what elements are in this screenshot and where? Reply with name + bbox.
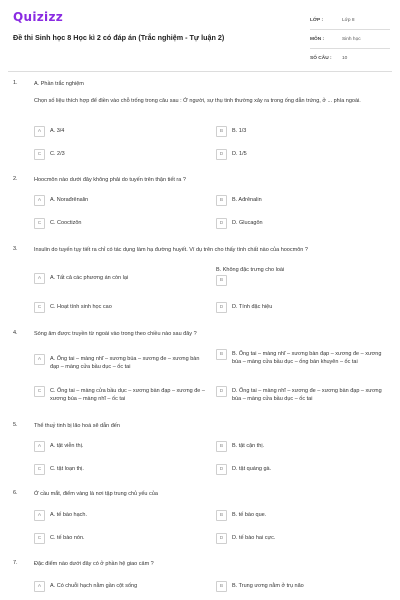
option-d[interactable] [216, 219, 390, 229]
option-letter: B [216, 195, 227, 206]
option-text: A. Norađrênalin [50, 197, 89, 203]
option-a[interactable] [34, 442, 204, 452]
option-letter: D [216, 464, 227, 475]
option-letter: D [216, 533, 227, 544]
option-letter: C [34, 533, 45, 544]
question-2 [13, 176, 390, 236]
option-text: D. Tính đặc hiệu [232, 304, 273, 310]
option-letter: A [34, 441, 45, 452]
meta-row-class [310, 11, 390, 30]
option-text: B. tật cận thị. [232, 443, 265, 449]
option-text: A. 3/4 [50, 128, 65, 134]
question-text: Insulin do tuyến tụy tiết ra chỉ có tác dụng làm hạ đường huyết. Ví dụ trên cho thấy tính chất nào của hoocmôn ? [34, 247, 308, 253]
option-c[interactable] [34, 465, 204, 475]
quizizz-logo: Quizizz [13, 10, 64, 24]
option-a[interactable] [34, 582, 204, 592]
question-text: A. Phần trắc nghiệm [34, 81, 84, 87]
option-text: C. Ống tai – màng cửa bầu dục – xương bàn đạp – xương đe – xương búa – màng nhĩ – ốc tai [50, 388, 205, 402]
question-text: Đặc điểm nào dưới đây có ở phần hệ giao cảm ? [34, 561, 154, 567]
option-text: C. tật loạn thị. [50, 466, 84, 472]
option-text: D. tật quáng gà. [232, 466, 272, 472]
option-b[interactable] [216, 127, 390, 137]
option-text: C. tế bào nón. [50, 535, 85, 541]
question-3 [13, 246, 390, 316]
option-c[interactable] [34, 534, 204, 544]
question-number: 3. [13, 246, 18, 252]
option-text: A. Có chuỗi hạch nằm gần cột sống [50, 583, 138, 589]
question-number: 2. [13, 176, 18, 182]
option-d[interactable] [216, 303, 390, 313]
option-c[interactable] [34, 219, 204, 229]
option-letter: D [216, 218, 227, 229]
option-letter: B [216, 510, 227, 521]
option-letter: A [34, 510, 45, 521]
option-letter: C [34, 149, 45, 160]
question-6 [13, 490, 390, 545]
option-d[interactable] [216, 534, 390, 544]
meta-row-count [310, 49, 390, 67]
question-number: 6. [13, 490, 18, 496]
question-text: Thể thuỷ tinh bị lão hoá sẽ dẫn đến [34, 423, 120, 429]
question-4 [13, 330, 390, 410]
question-number: 4. [13, 330, 18, 336]
option-letter: B [216, 581, 227, 592]
option-text: B. Ađrênalin [232, 197, 262, 203]
option-letter: B [216, 349, 227, 360]
option-d[interactable] [216, 150, 390, 160]
question-7 [13, 560, 390, 598]
option-d[interactable] [216, 465, 390, 475]
option-text: C. Cooctizôn [50, 220, 82, 226]
option-b[interactable] [216, 442, 390, 452]
question-5 [13, 422, 390, 477]
question-number: 1. [13, 80, 18, 86]
option-a[interactable] [34, 274, 204, 284]
option-text: A. tế bào hạch. [50, 512, 87, 518]
meta-key: SỐ CÂU : [310, 55, 332, 61]
option-text: D. tế bào hai cực. [232, 535, 276, 541]
option-letter: D [216, 149, 227, 160]
option-text: D. Ống tai – màng nhĩ – xương đe – xương bàn đạp – xương búa – màng cửa bầu dục – ốc tai [232, 388, 382, 402]
option-c[interactable] [34, 387, 206, 403]
option-letter: A [34, 581, 45, 592]
option-letter: D [216, 302, 227, 313]
option-c[interactable] [34, 150, 204, 160]
option-text: A. tật viễn thị. [50, 443, 84, 449]
option-text: B. Ống tai – màng nhĩ – xương bàn đạp – xương đe – xương búa – màng cửa bầu dục – ống bán khuyên – ốc tai [232, 351, 382, 365]
question-number: 7. [13, 560, 18, 566]
header-divider [8, 71, 392, 72]
option-b[interactable] [216, 350, 390, 366]
option-letter: C [34, 464, 45, 475]
meta-table [310, 11, 390, 67]
option-letter: A [34, 354, 45, 365]
option-text: B. 1/3 [232, 128, 247, 134]
option-a[interactable] [34, 355, 206, 371]
meta-key: LỚP : [310, 17, 324, 23]
option-text: C. 2/3 [50, 151, 65, 157]
question-subtext: Chọn số liệu thích hợp để điền vào chỗ trống trong câu sau : Ở người, sự thụ tinh thường xảy ra trong ống dẫn trứng, ở ... phía ngoài. [34, 98, 361, 104]
option-b[interactable] [216, 582, 390, 592]
question-text: Ở cầu mắt, điểm vàng là nơi tập trung chủ yếu của [34, 491, 158, 497]
option-text: D. Glucagôn [232, 220, 263, 226]
meta-value: 10 [342, 55, 348, 61]
question-1 [13, 80, 390, 157]
option-letter: C [34, 218, 45, 229]
option-letter: A [34, 126, 45, 137]
option-d[interactable] [216, 387, 390, 403]
meta-key: MÔN : [310, 36, 325, 42]
option-text: B. Không đặc trưng cho loài [216, 267, 285, 273]
page-title: Đề thi Sinh học 8 Học kì 2 có đáp án (Trắc nghiệm - Tự luận 2) [13, 33, 225, 42]
question-text: Sóng âm được truyền từ ngoài vào trong theo chiều nào sau đây ? [34, 331, 197, 337]
option-a[interactable] [34, 127, 204, 137]
option-text: A. Ống tai – màng nhĩ – xương búa – xương đe – xương bàn đạp – màng cửa bầu dục – ốc tai [50, 356, 200, 370]
option-letter: A [34, 273, 45, 284]
question-text: Hoocmôn nào dưới đây không phải do tuyến trên thận tiết ra ? [34, 177, 186, 183]
option-letter: C [34, 386, 45, 397]
option-text: A. Tất cả các phương án còn lại [50, 275, 129, 281]
option-b[interactable] [216, 196, 390, 206]
option-letter: D [216, 386, 227, 397]
option-text: C. Hoạt tính sinh học cao [50, 304, 112, 310]
option-letter: B [216, 441, 227, 452]
meta-value: Lớp 8 [342, 17, 355, 23]
option-letter: B [216, 126, 227, 137]
meta-row-subject [310, 30, 390, 49]
question-number: 5. [13, 422, 18, 428]
option-text: B. Trung ương nằm ở trụ não [232, 583, 304, 589]
option-b[interactable] [216, 511, 390, 521]
option-letter: B [216, 275, 227, 286]
option-letter: A [34, 195, 45, 206]
option-a[interactable] [34, 511, 204, 521]
option-letter: C [34, 302, 45, 313]
option-a[interactable] [34, 196, 204, 206]
option-c[interactable] [34, 303, 204, 313]
option-text: B. tế bào que. [232, 512, 267, 518]
meta-value: Sinh học [342, 36, 361, 42]
option-b[interactable] [216, 266, 390, 286]
option-text: D. 1/5 [232, 151, 247, 157]
